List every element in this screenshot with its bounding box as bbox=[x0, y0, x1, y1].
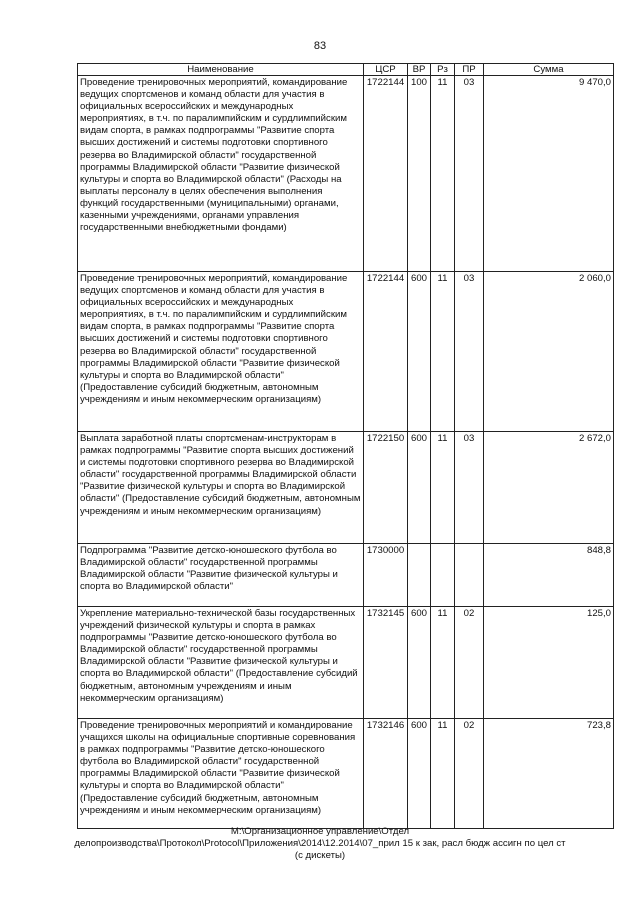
row-sum: 9 470,0 bbox=[484, 76, 614, 272]
row-vr: 100 bbox=[408, 76, 431, 272]
header-vr: ВР bbox=[408, 64, 431, 76]
row-rz: 11 bbox=[431, 76, 455, 272]
table-row bbox=[78, 272, 614, 432]
footer-line-1: M:\Организационное управление\Отдел bbox=[230, 826, 410, 837]
row-sum: 2 672,0 bbox=[484, 432, 614, 544]
row-rz bbox=[431, 544, 455, 607]
row-name: Проведение тренировочных мероприятий и командирование учащихся школы на официальные спортивные соревнования в рамках подпрограммы "Развитие детско-юношеского футбола во Владимирской области" государственной программы Владимирской области "Развитие физической культуры и спорта во Владимирской области" (Предоставление субсидий бюджетным, автономным учреждениям и иным некоммерческим организациям) bbox=[78, 719, 364, 829]
row-pr: 03 bbox=[455, 76, 484, 272]
header-rz: Рз bbox=[431, 64, 455, 76]
row-sum: 723,8 bbox=[484, 719, 614, 829]
row-csr: 1730000 bbox=[364, 544, 408, 607]
row-pr bbox=[455, 544, 484, 607]
header-name: Наименование bbox=[78, 64, 364, 76]
row-name: Выплата заработной платы спортсменам-инструкторам в рамках подпрограммы "Развитие спорта высших достижений и системы подготовки спортивного резерва во Владимирской области" государственной программы Владимирской области "Развитие физической культуры и спорта во Владимирской области" (Предоставление субсидий бюджетным, автономным учреждениям и иным некоммерческим организациям) bbox=[78, 432, 364, 544]
table-row bbox=[78, 76, 614, 272]
row-name: Проведение тренировочных мероприятий, командирование ведущих спортсменов и команд области для участия в официальных всероссийских и международных мероприятиях, в т.ч. по паралимпийским и сурдлимпийским видам спорта, в рамках подпрограммы "Развитие спорта высших достижений и системы подготовки спортивного резерва во Владимирской области" государственной программы Владимирской области "Развитие физической культуры и спорта во Владимирской области" (Расходы на выплаты персоналу в целях обеспечения выполнения функций государственными (муниципальными) органами, казенными учреждениями, органами управления государственными внебюджетными фондами) bbox=[78, 76, 364, 272]
row-sum: 125,0 bbox=[484, 607, 614, 719]
row-csr: 1722144 bbox=[364, 76, 408, 272]
row-rz: 11 bbox=[431, 272, 455, 432]
row-csr: 1722150 bbox=[364, 432, 408, 544]
footer-line-3: (с дискеты) bbox=[294, 850, 346, 861]
table-header-row bbox=[78, 64, 614, 76]
footer-line-2: делопроизводства\Протокол\Protocol\Приложения\2014\12.2014\07_прил 15 к зак, расл бюдж ассигн по цел ст bbox=[74, 838, 566, 849]
row-pr: 03 bbox=[455, 432, 484, 544]
row-pr: 03 bbox=[455, 272, 484, 432]
table-row bbox=[78, 544, 614, 607]
header-sum: Сумма bbox=[484, 64, 614, 76]
table-row bbox=[78, 607, 614, 719]
row-vr: 600 bbox=[408, 607, 431, 719]
row-vr: 600 bbox=[408, 272, 431, 432]
row-name: Проведение тренировочных мероприятий, командирование ведущих спортсменов и команд области для участия в официальных всероссийских и международных мероприятиях, в т.ч. по паралимпийским и сурдлимпийским видам спорта, в рамках подпрограммы "Развитие спорта высших достижений и системы подготовки спортивного резерва во Владимирской области" государственной программы Владимирской области "Развитие физической культуры и спорта во Владимирской области" (Предоставление субсидий бюджетным, автономным учреждениям и иным некоммерческим организациям) bbox=[78, 272, 364, 432]
header-pr: ПР bbox=[455, 64, 484, 76]
row-rz: 11 bbox=[431, 607, 455, 719]
row-vr: 600 bbox=[408, 432, 431, 544]
budget-table bbox=[77, 63, 614, 829]
row-csr: 1722144 bbox=[364, 272, 408, 432]
page-number: 83 bbox=[313, 40, 327, 52]
row-pr: 02 bbox=[455, 719, 484, 829]
header-csr: ЦСР bbox=[364, 64, 408, 76]
row-rz: 11 bbox=[431, 432, 455, 544]
row-csr: 1732146 bbox=[364, 719, 408, 829]
row-vr: 600 bbox=[408, 719, 431, 829]
row-csr: 1732145 bbox=[364, 607, 408, 719]
table-row bbox=[78, 432, 614, 544]
row-name: Подпрограмма "Развитие детско-юношеского футбола во Владимирской области" государственной программы Владимирской области "Развитие физической культуры и спорта во Владимирской области" bbox=[78, 544, 364, 607]
table-row bbox=[78, 719, 614, 829]
row-sum: 2 060,0 bbox=[484, 272, 614, 432]
row-rz: 11 bbox=[431, 719, 455, 829]
row-vr bbox=[408, 544, 431, 607]
row-name: Укрепление материально-технической базы государственных учреждений физической культуры и спорта в рамках подпрограммы "Развитие детско-юношеского футбола во Владимирской области" государственной программы Владимирской области "Развитие физической культуры и спорта во Владимирской области" (Предоставление субсидий бюджетным, автономным учреждениям и иным некоммерческим организациям) bbox=[78, 607, 364, 719]
row-pr: 02 bbox=[455, 607, 484, 719]
row-sum: 848,8 bbox=[484, 544, 614, 607]
file-path-footer bbox=[0, 826, 640, 862]
